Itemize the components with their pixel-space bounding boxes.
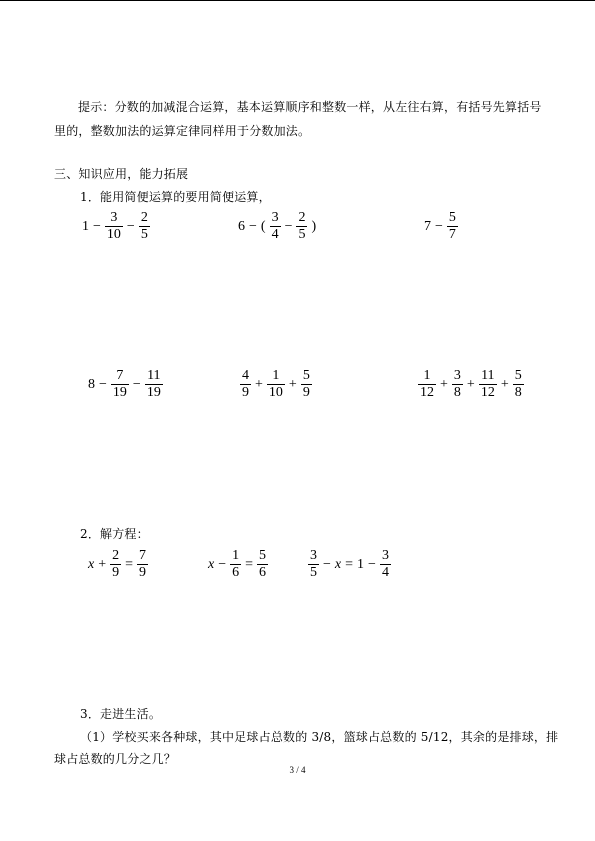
numerator: 7 (116, 368, 124, 383)
equals-sign: = (345, 556, 354, 572)
denominator: 9 (302, 385, 310, 400)
equation-3 (306, 548, 393, 581)
q2-prompt: 2．解方程： (80, 527, 149, 541)
page-number: 3 / 4 (289, 765, 306, 775)
q3-prompt: 3．走进生活。 (80, 707, 162, 721)
denominator: 4 (381, 565, 389, 580)
denominator: 10 (106, 227, 121, 242)
variable-x: x (208, 556, 215, 572)
expr-2-3 (416, 368, 526, 401)
fraction (301, 368, 312, 401)
q1-prompt: 1．能用简便运算的要用简便运算， (80, 190, 271, 204)
numerator: 5 (448, 210, 456, 225)
fraction (137, 548, 148, 581)
fraction (479, 368, 497, 401)
expr-1-1 (80, 210, 152, 243)
numerator: 5 (514, 368, 522, 383)
numerator: 5 (302, 368, 310, 383)
fraction (296, 210, 307, 243)
denominator: 5 (310, 565, 317, 580)
minus-sign: − (126, 218, 135, 234)
minus-sign: − (99, 376, 107, 392)
numerator: 2 (140, 210, 148, 225)
fraction (452, 368, 463, 401)
lead-number: 1 (82, 218, 89, 234)
plus-sign: + (98, 556, 107, 572)
numerator: 11 (147, 368, 161, 383)
fraction (267, 368, 285, 401)
lead-number: 6 (238, 218, 245, 234)
minus-sign: − (249, 218, 257, 234)
denominator: 12 (420, 385, 434, 400)
left-paren: ( (260, 218, 266, 234)
plus-sign: + (255, 376, 263, 392)
fraction (418, 368, 436, 401)
denominator: 9 (242, 385, 249, 400)
fraction (240, 368, 251, 401)
denominator: 12 (480, 385, 495, 400)
numerator: 2 (298, 210, 306, 225)
numerator: 3 (310, 548, 317, 563)
minus-sign: − (132, 376, 141, 392)
expr-2-1 (86, 368, 165, 401)
equation-2 (206, 548, 270, 581)
fraction (105, 210, 123, 243)
denominator: 10 (268, 385, 283, 400)
fraction (111, 368, 129, 401)
plus-sign: + (440, 376, 448, 392)
denominator: 9 (112, 565, 120, 580)
numerator: 1 (423, 368, 431, 383)
denominator: 8 (514, 385, 522, 400)
fraction (145, 368, 163, 401)
denominator: 9 (139, 565, 147, 580)
denominator: 5 (140, 227, 148, 242)
denominator: 6 (259, 565, 267, 580)
equation-1 (86, 548, 150, 581)
top-rule (0, 0, 595, 1)
q3-part1-line-1: （1）学校买来各种球，其中足球占总数的 3/8，篮球占总数的 5/12，其余的是排球，排 (80, 730, 559, 744)
denominator: 4 (271, 227, 279, 242)
q3-part1-line-2: 球占总数的几分之几？ (54, 752, 177, 766)
fraction (257, 548, 268, 581)
minus-sign: − (284, 218, 293, 234)
lead-number: 1 (357, 556, 365, 572)
minus-sign: − (435, 218, 443, 234)
denominator: 19 (112, 385, 127, 400)
denominator: 6 (232, 565, 240, 580)
minus-sign: − (368, 556, 376, 572)
plus-sign: + (466, 376, 475, 392)
expr-2-2 (238, 368, 314, 401)
hint-line-1: 提示：分数的加减混合运算，基本运算顺序和整数一样，从左往右算，有括号先算括号 (78, 100, 542, 114)
numerator: 3 (271, 210, 279, 225)
right-paren: ) (311, 218, 317, 234)
denominator: 7 (448, 227, 456, 242)
expr-1-3 (422, 210, 460, 243)
equals-sign: = (245, 556, 254, 572)
denominator: 19 (146, 385, 161, 400)
numerator: 3 (381, 548, 389, 563)
equals-sign: = (125, 556, 134, 572)
denominator: 8 (453, 385, 461, 400)
fraction (270, 210, 281, 243)
numerator: 1 (232, 548, 240, 563)
fraction (380, 548, 391, 581)
fraction (447, 210, 458, 243)
plus-sign: + (288, 376, 297, 392)
lead-number: 7 (424, 218, 431, 234)
minus-sign: − (323, 556, 331, 572)
section-title: 三、知识应用，能力拓展 (54, 167, 189, 181)
numerator: 4 (242, 368, 249, 383)
numerator: 3 (453, 368, 461, 383)
minus-sign: − (218, 556, 227, 572)
fraction (110, 548, 121, 581)
fraction (513, 368, 524, 401)
numerator: 3 (110, 210, 118, 225)
variable-x: x (88, 556, 95, 572)
minus-sign: − (93, 218, 101, 234)
denominator: 5 (298, 227, 306, 242)
fraction (308, 548, 319, 581)
numerator: 5 (259, 548, 267, 563)
numerator: 2 (112, 548, 120, 563)
numerator: 1 (272, 368, 280, 383)
expr-1-2 (236, 210, 318, 243)
lead-number: 8 (88, 376, 95, 392)
fraction (139, 210, 150, 243)
fraction (230, 548, 241, 581)
hint-line-2: 里的，整数加法的运算定律同样用于分数加法。 (54, 124, 311, 138)
variable-x: x (334, 556, 342, 572)
plus-sign: + (500, 376, 509, 392)
numerator: 7 (139, 548, 147, 563)
numerator: 11 (481, 368, 495, 383)
